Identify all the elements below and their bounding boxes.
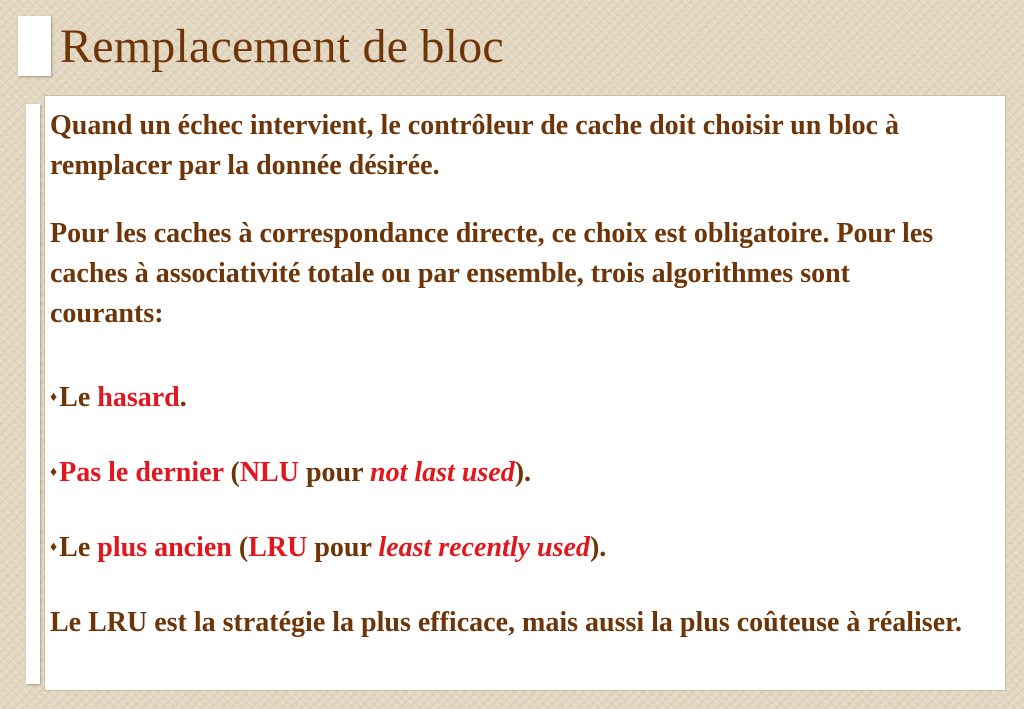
paragraph-conclusion: Le LRU est la stratégie la plus efficace, mais aussi la plus coûteuse à réaliser. xyxy=(50,607,962,638)
bullet-lru-acronym: LRU xyxy=(248,532,308,563)
bullet-lru-prefix: Le xyxy=(59,532,98,563)
slide-title: Remplacement de bloc xyxy=(60,20,504,73)
bullet-random-suffix: . xyxy=(179,382,187,413)
bullet-lru-close-paren: ). xyxy=(589,532,607,563)
paragraph-intro: Quand un échec intervient, le contrôleur de cache doit choisir un bloc à remplacer par la donnée désirée. xyxy=(50,110,900,181)
bullet-nlu-middle: pour xyxy=(298,457,371,488)
bullet-random xyxy=(50,378,187,423)
title-marker xyxy=(18,16,51,76)
bullet-lru-expansion: least recently used xyxy=(378,532,590,563)
bullet-nlu xyxy=(50,453,531,498)
bullet-nlu-expansion: not last used xyxy=(370,457,515,488)
bullet-lru-middle: pour xyxy=(307,532,379,563)
bullet-nlu-highlight: Pas le dernier xyxy=(59,457,224,488)
side-bar xyxy=(26,104,40,684)
bullet-nlu-open-paren: ( xyxy=(223,457,240,488)
bullet-random-highlight: hasard xyxy=(97,382,180,413)
paragraph-algorithms: Pour les caches à correspondance directe, ce choix est obligatoire. Pour les caches à associativité totale ou par ensemble, trois algorithmes sont courants: xyxy=(50,218,934,329)
bullet-lru-open-paren: ( xyxy=(231,532,249,563)
bullet-nlu-acronym: NLU xyxy=(239,457,299,488)
bullet-lru xyxy=(50,528,606,573)
bullet-nlu-close-paren: ). xyxy=(514,457,532,488)
diamond-bullet-icon: ♦ xyxy=(50,540,58,555)
diamond-bullet-icon: ♦ xyxy=(50,390,58,405)
diamond-bullet-icon: ♦ xyxy=(50,465,58,480)
bullet-lru-highlight: plus ancien xyxy=(97,532,232,563)
bullet-random-prefix: Le xyxy=(59,382,98,413)
